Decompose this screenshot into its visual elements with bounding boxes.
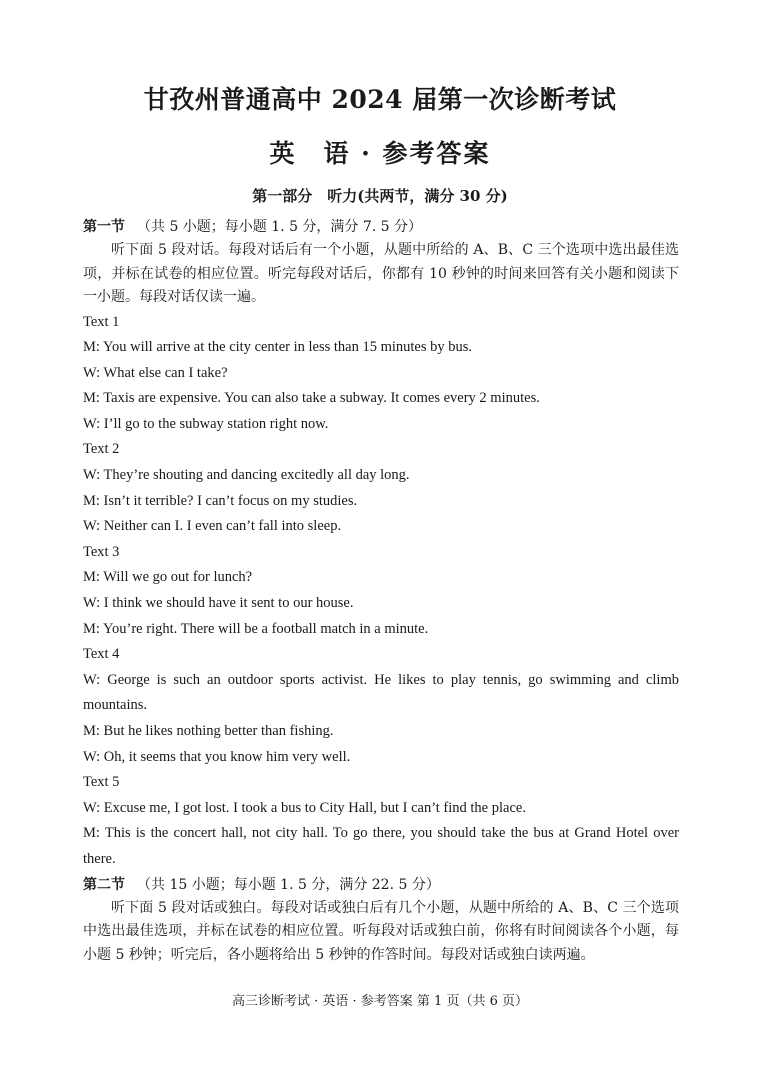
- transcript-text-label: Text 2: [83, 441, 120, 458]
- transcript-text-label: Text 5: [83, 774, 120, 791]
- section-two-label: 第二节: [83, 876, 125, 893]
- transcript-line: M: Isn’t it terrible? I can’t focus on my studies.: [83, 492, 358, 509]
- transcript-text-label: Text 4: [83, 646, 120, 663]
- transcript-line: M: You’re right. There will be a football match in a minute.: [83, 620, 429, 637]
- transcript-line: M: But he likes nothing better than fishing.: [83, 723, 334, 739]
- transcript-text-label: Text 1: [83, 313, 120, 330]
- section-two-note: （共 15 小题；每小题 1. 5 分，满分 22. 5 分）: [137, 876, 440, 893]
- transcript-line: W: I’ll go to the subway station right now.: [83, 415, 329, 432]
- transcript-line: W: George is such an outdoor sports activist. He likes to play tennis, go swimming and climb mountains.: [83, 671, 679, 714]
- transcript-line: W: Neither can I. I even can’t fall into sleep.: [83, 518, 342, 535]
- section-one-note: （共 5 小题；每小题 1. 5 分，满分 7. 5 分）: [137, 219, 423, 235]
- transcript-line: M: Will we go out for lunch?: [83, 569, 253, 586]
- answer-key-subtitle: 英 语 · 参考答案: [269, 139, 491, 168]
- transcript-line: W: What else can I take?: [83, 364, 228, 381]
- listening-transcript: [83, 310, 679, 873]
- section-two-instruction: 听下面 5 段对话或独白。每段对话或独白后有几个小题，从题中所给的 A、B、C 三个选项中选出最佳选项，并标在试卷的相应位置。听每段对话或独白前，你将有时间阅读各个小题，每小题 5 秒钟；听完后，各小题将给出 5 秒钟的作答时间。每段对话或独白读两遍。: [83, 899, 679, 963]
- part-one-heading: 第一部分 听力(共两节，满分 30 分): [252, 187, 508, 205]
- transcript-text-label: Text 3: [83, 543, 120, 560]
- transcript-line: W: Excuse me, I got lost. I took a bus to City Hall, but I can’t find the place.: [83, 799, 526, 816]
- section-one-label: 第一节: [83, 219, 125, 235]
- transcript-line: M: You will arrive at the city center in less than 15 minutes by bus.: [83, 339, 473, 356]
- transcript-line: M: This is the concert hall, not city hall. To go there, you should take the bus at Grand Hotel over there.: [83, 825, 679, 867]
- transcript-line: M: Taxis are expensive. You can also take a subway. It comes every 2 minutes.: [83, 390, 540, 407]
- transcript-line: W: They’re shouting and dancing excitedly all day long.: [83, 467, 410, 484]
- transcript-line: W: I think we should have it sent to our house.: [83, 595, 354, 612]
- section-two-heading: [83, 873, 679, 897]
- exam-title: 甘孜州普通高中 2024 届第一次诊断考试: [143, 85, 617, 114]
- main-content: [83, 215, 679, 967]
- section-one-instruction: 听下面 5 段对话。每段对话后有一个小题，从题中所给的 A、B、C 三个选项中选出最佳选项，并标在试卷的相应位置。听完每段对话后，你都有 10 秒钟的时间来回答有关小题和阅读下一小题。每段对话仅读一遍。: [83, 242, 679, 305]
- transcript-line: W: Oh, it seems that you know him very well.: [83, 748, 351, 765]
- section-one-heading: [83, 215, 679, 239]
- page-footer: 高三诊断考试 · 英语 · 参考答案 第 1 页（共 6 页）: [232, 994, 528, 1009]
